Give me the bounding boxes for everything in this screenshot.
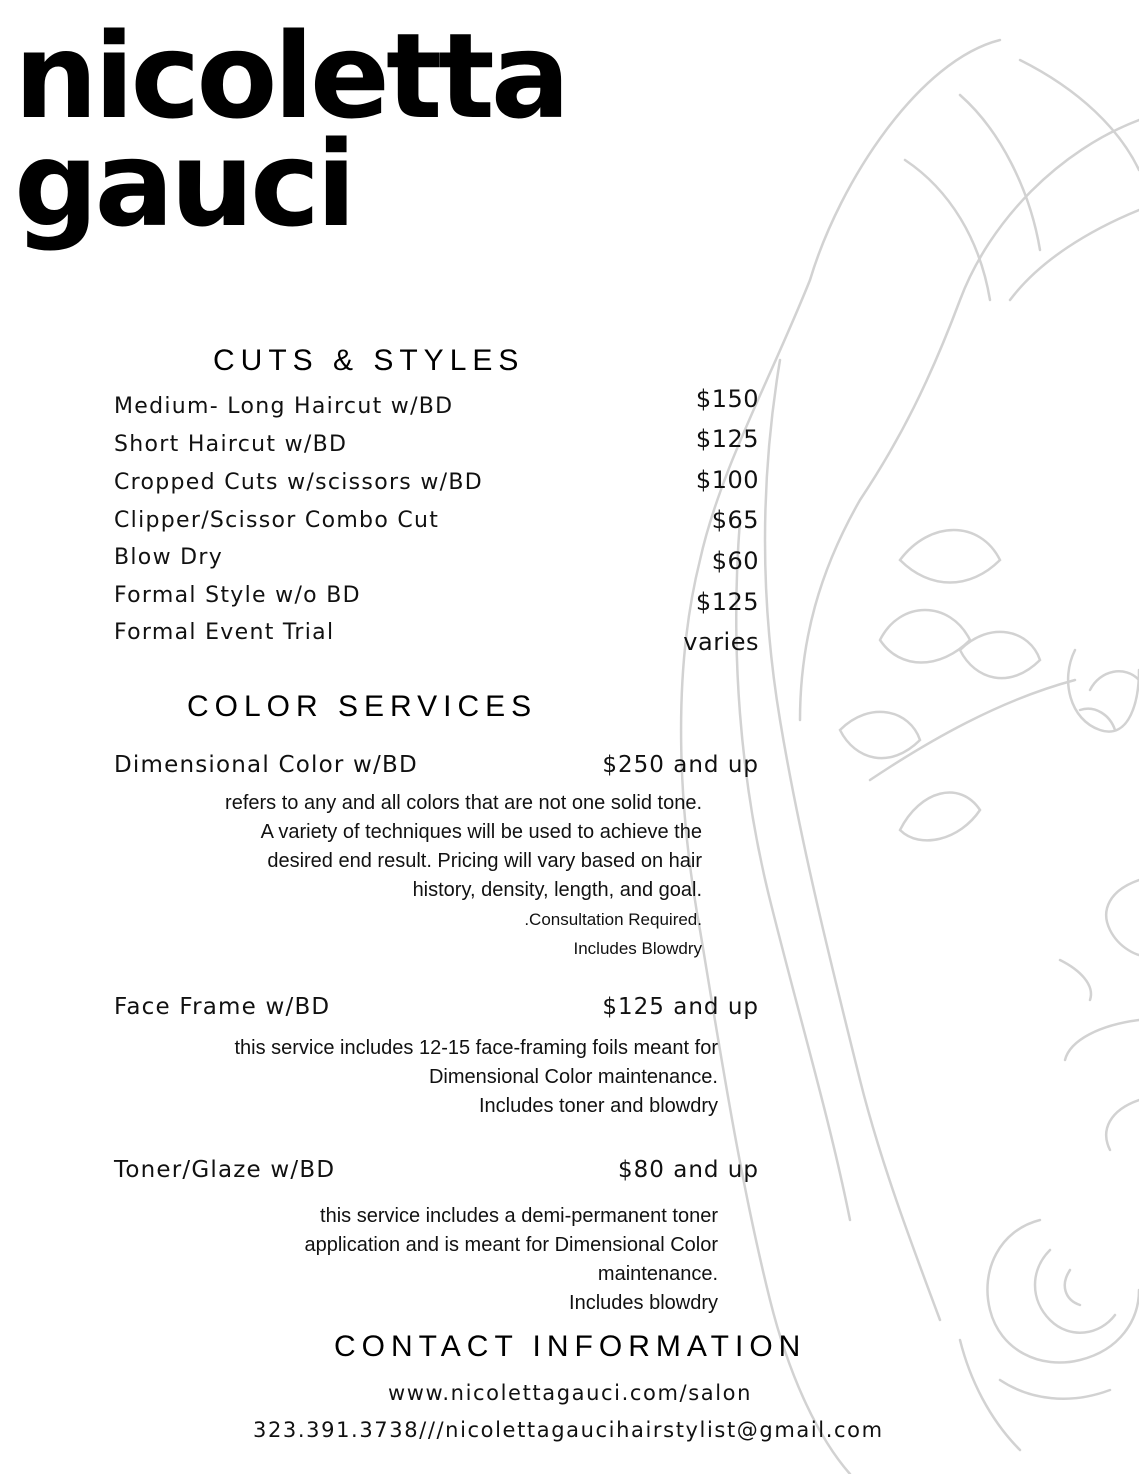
description-line: this service includes a demi-permanent toner bbox=[320, 1205, 718, 1227]
description-line: Dimensional Color maintenance. bbox=[428, 1066, 718, 1088]
service-name: Cropped Cuts w/scissors w/BD bbox=[114, 470, 483, 495]
service-price: varies bbox=[683, 628, 759, 656]
service-name: Clipper/Scissor Combo Cut bbox=[114, 508, 440, 533]
service-name: Blow Dry bbox=[114, 545, 224, 570]
section-title-cuts: CUTS & STYLES bbox=[213, 344, 525, 377]
color-service-price: $125 and up bbox=[602, 994, 759, 1020]
color-service-price: $80 and up bbox=[618, 1157, 759, 1183]
service-price: $60 bbox=[711, 547, 759, 575]
color-service-name: Face Frame w/BD bbox=[114, 994, 331, 1020]
description-line: Includes Blowdry bbox=[573, 939, 702, 958]
service-name: Formal Event Trial bbox=[114, 620, 335, 645]
color-service-name: Dimensional Color w/BD bbox=[114, 752, 418, 778]
description-line: refers to any and all colors that are not one solid tone. bbox=[225, 792, 702, 814]
description-line: Includes toner and blowdry bbox=[478, 1095, 718, 1117]
website-link[interactable]: www.nicolettagauci.com/salon bbox=[388, 1381, 752, 1405]
service-price: $150 bbox=[695, 385, 759, 413]
service-price: $100 bbox=[695, 466, 759, 494]
color-service-description bbox=[304, 1202, 718, 1318]
description-line: .Consultation Required. bbox=[524, 910, 702, 929]
color-service-description bbox=[225, 789, 702, 963]
service-price: $125 bbox=[695, 588, 759, 616]
service-price: $65 bbox=[711, 506, 759, 534]
color-service-name: Toner/Glaze w/BD bbox=[114, 1157, 336, 1183]
description-line: A variety of techniques will be used to achieve the bbox=[260, 821, 702, 843]
description-line: application and is meant for Dimensional Color bbox=[304, 1234, 718, 1256]
description-line: Includes blowdry bbox=[569, 1292, 718, 1314]
brand-logo bbox=[14, 7, 567, 253]
service-name: Short Haircut w/BD bbox=[114, 432, 348, 457]
color-service-price: $250 and up bbox=[602, 752, 759, 778]
section-title-color: COLOR SERVICES bbox=[187, 690, 538, 723]
color-service-description bbox=[234, 1034, 718, 1121]
phone-email-line[interactable]: 323.391.3738///nicolettagaucihairstylist@gmail.com bbox=[253, 1418, 884, 1442]
description-line: maintenance. bbox=[597, 1263, 718, 1285]
brand-line-1: nicoletta bbox=[14, 7, 567, 145]
service-price: $125 bbox=[695, 425, 759, 453]
description-line: desired end result. Pricing will vary based on hair bbox=[267, 850, 702, 872]
service-name: Medium- Long Haircut w/BD bbox=[114, 394, 454, 419]
brand-line-2: gauci bbox=[14, 115, 353, 253]
description-line: this service includes 12-15 face-framing foils meant for bbox=[234, 1037, 718, 1059]
section-title-contact: CONTACT INFORMATION bbox=[334, 1330, 807, 1363]
service-name: Formal Style w/o BD bbox=[114, 583, 361, 608]
description-line: history, density, length, and goal. bbox=[412, 879, 702, 901]
